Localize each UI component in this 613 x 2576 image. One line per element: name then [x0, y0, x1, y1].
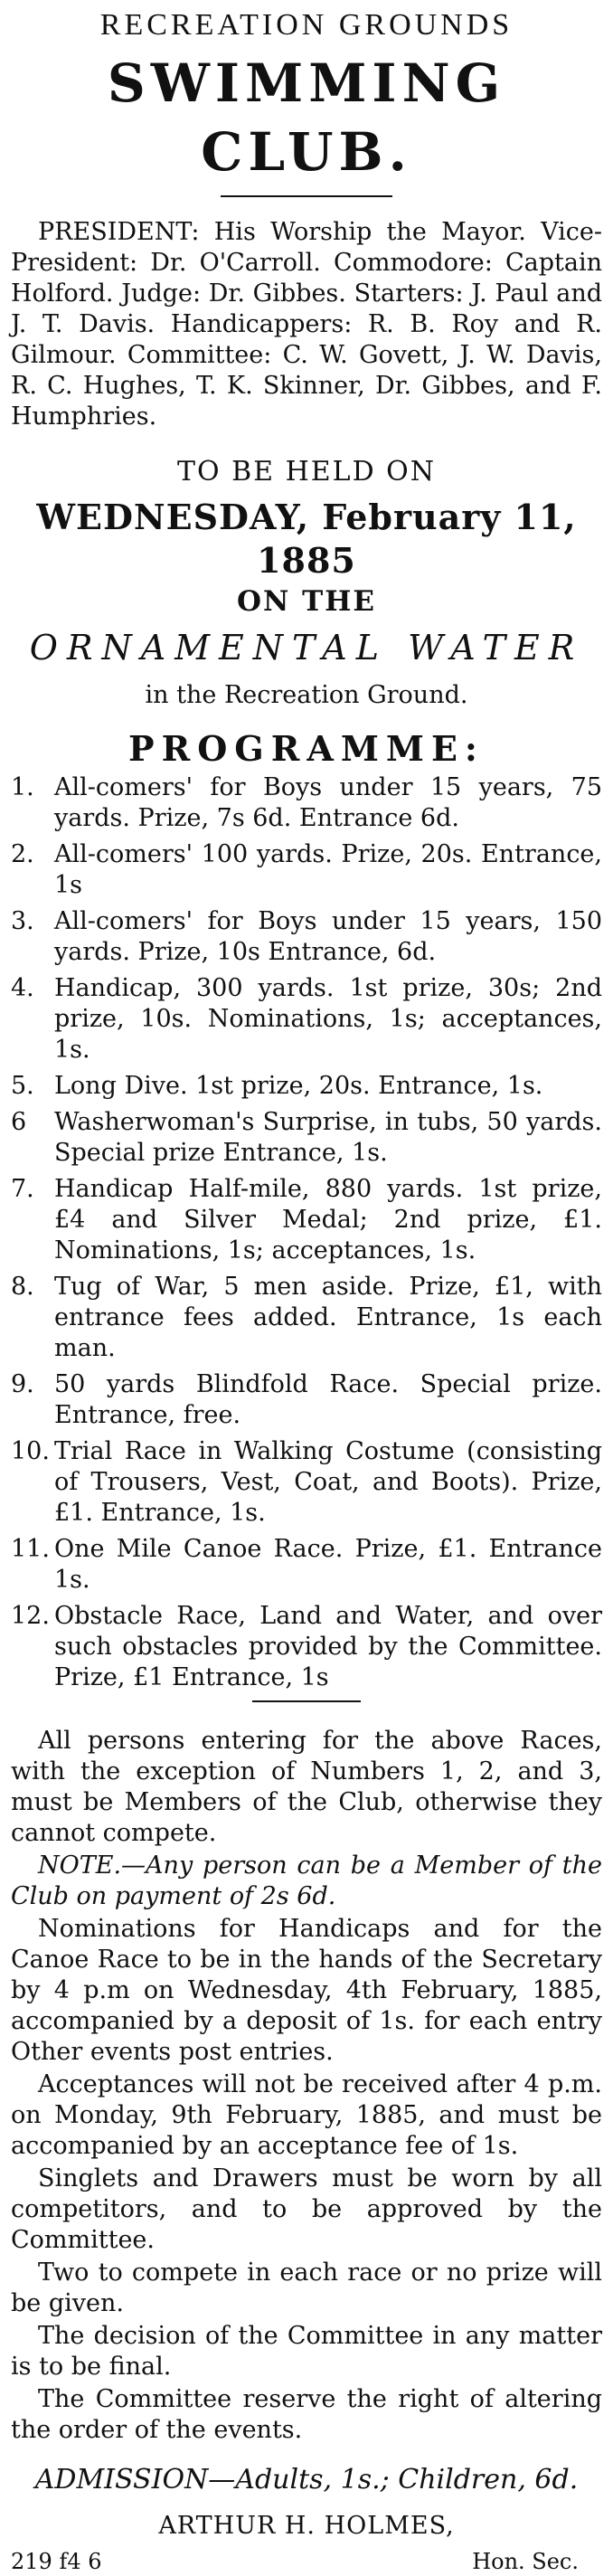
item-text: Tug of War, 5 men aside. Prize, £1, with entrance fees added. Entrance, 1s each man.: [54, 1273, 602, 1362]
item-number: 1.: [11, 773, 34, 801]
venue: ORNAMENTAL WATER: [29, 628, 584, 668]
programme-item: [11, 1071, 602, 1102]
decision-note: The decision of the Committee in any matter is to be final.: [11, 2322, 602, 2381]
programme-item: [11, 772, 602, 834]
item-number: 10.: [11, 1437, 50, 1465]
item-number: 7.: [11, 1175, 34, 1203]
item-number: 9.: [11, 1370, 34, 1398]
divider: [252, 1700, 361, 1702]
notes-section: [11, 1726, 602, 2446]
held-label: TO BE HELD ON: [176, 456, 437, 488]
programme-item: [11, 839, 602, 901]
item-number: 5.: [11, 1072, 34, 1100]
event-date: WEDNESDAY, February 11, 1885: [36, 497, 577, 581]
programme-list: [11, 772, 602, 1693]
item-text: Trial Race in Walking Costume (consisting of Trousers, Vest, Coat, and Boots). Prize, £1. Entrance, 1s.: [54, 1437, 602, 1527]
programme-item: [11, 1107, 602, 1169]
item-number: 11.: [11, 1535, 50, 1563]
item-number: 4.: [11, 974, 34, 1002]
item-text: Obstacle Race, Land and Water, and over such obstacles provided by the Committee. Prize, £1 Entrance, 1s: [54, 1602, 602, 1691]
signature-row: [11, 2547, 602, 2576]
item-text: Handicap, 300 yards. 1st prize, 30s; 2nd prize, 10s. Nominations, 1s; acceptances, 1s.: [54, 974, 602, 1064]
item-number: 12.: [11, 1602, 50, 1630]
item-number: 8.: [11, 1273, 34, 1301]
admission: ADMISSION—Adults, 1s.; Children, 6d.: [34, 2464, 579, 2496]
divider: [221, 195, 392, 197]
item-number: 6: [11, 1108, 27, 1136]
item-number: 2.: [11, 840, 34, 868]
two-compete-note: Two to compete in each race or no prize will be given.: [11, 2259, 602, 2317]
location: in the Recreation Ground.: [145, 681, 468, 709]
acceptances-note: Acceptances will not be received after 4 p.m. on Monday, 9th February, 1885, and must be accompanied by an acceptance fee of 1s.: [11, 2070, 602, 2160]
programme-item: [11, 906, 602, 968]
item-text: All-comers' for Boys under 15 years, 75 yards. Prize, 7s 6d. Entrance 6d.: [54, 773, 602, 832]
programme-item: [11, 973, 602, 1065]
programme-title: PROGRAMME:: [128, 728, 485, 769]
item-text: One Mile Canoe Race. Prize, £1. Entrance 1s.: [54, 1535, 602, 1594]
secretary-name: ARTHUR H. HOLMES,: [158, 2512, 455, 2540]
secretary-title: Hon. Sec.: [472, 2549, 579, 2574]
programme-item: [11, 1436, 602, 1529]
item-text: All-comers' for Boys under 15 years, 150 yards. Prize, 10s Entrance, 6d.: [54, 907, 602, 966]
item-text: Long Dive. 1st prize, 20s. Entrance, 1s.: [54, 1072, 543, 1100]
membership-note: NOTE.—Any person can be a Member of the Club on payment of 2s 6d.: [11, 1852, 602, 1910]
programme-item: [11, 1369, 602, 1431]
item-text: 50 yards Blindfold Race. Special prize. Entrance, free.: [54, 1370, 602, 1429]
programme-item: [11, 1601, 602, 1693]
programme-item: [11, 1534, 602, 1596]
header-line-1: RECREATION GROUNDS: [99, 8, 514, 42]
singlets-note: Singlets and Drawers must be worn by all competitors, and to be approved by the Committee.: [11, 2164, 602, 2254]
item-text: Handicap Half-mile, 880 yards. 1st prize, £4 and Silver Medal; 2nd prize, £1. Nominations, 1s; acceptances, 1s.: [54, 1175, 602, 1264]
nominations-note: Nominations for Handicaps and for the Canoe Race to be in the hands of the Secretary by 4 p.m on Wednesday, 4th February, 1885, accompanied by a deposit of 1s. for each entry Other events post entries.: [11, 1915, 602, 2066]
item-text: Washerwoman's Surprise, in tubs, 50 yards. Special prize Entrance, 1s.: [54, 1108, 602, 1167]
ad-code: 219 f4 6: [11, 2549, 102, 2574]
on-the-label: ON THE: [236, 585, 377, 618]
item-text: All-comers' 100 yards. Prize, 20s. Entrance, 1s: [54, 840, 602, 899]
programme-item: [11, 1272, 602, 1364]
item-number: 3.: [11, 907, 34, 935]
reserve-note: The Committee reserve the right of altering the order of the events.: [11, 2385, 602, 2444]
club-title: SWIMMING CLUB.: [107, 52, 506, 183]
programme-item: [11, 1174, 602, 1266]
members-note: All persons entering for the above Races, with the exception of Numbers 1, 2, and 3, must be Members of the Club, otherwise they cannot compete.: [11, 1727, 602, 1847]
officers-paragraph: PRESIDENT: His Worship the Mayor. Vice-President: Dr. O'Carroll. Commodore: Captain Holford. Judge: Dr. Gibbes. Starters: J. Paul and J. T. Davis. Handicappers: R. B. Roy and R. Gilmour. Committee: C. W. Govett, J. W. Davis, R. C. Hughes, T. K. Skinner, Dr. Gibbes, and F. Humphries.: [11, 218, 602, 431]
